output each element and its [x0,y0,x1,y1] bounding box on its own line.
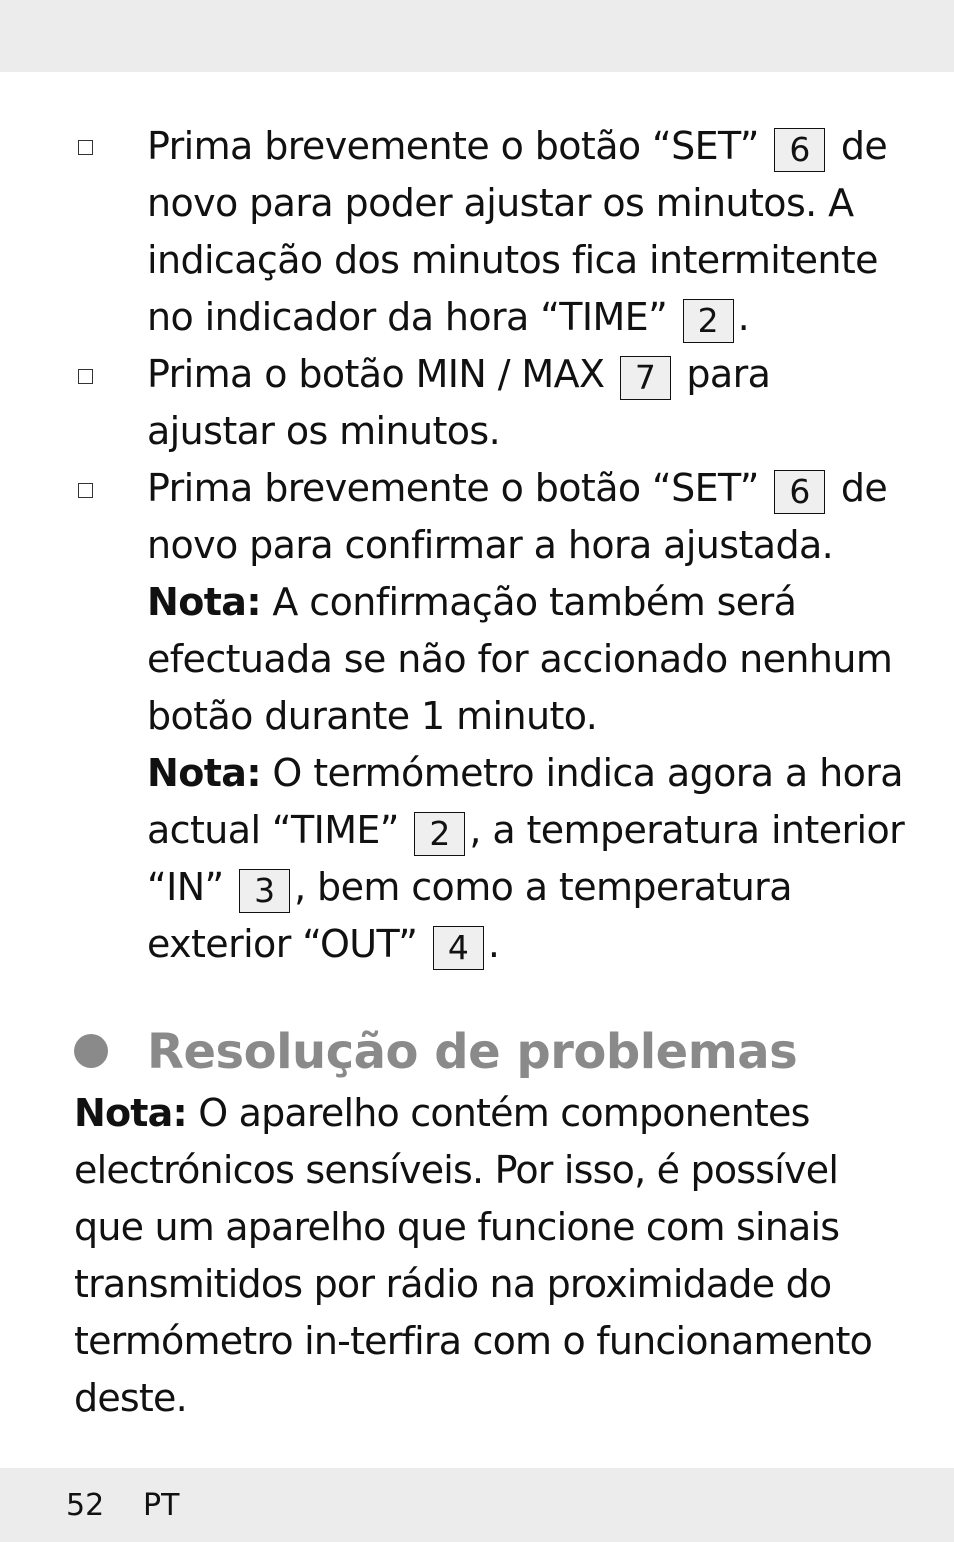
checkbox-icon [78,140,93,155]
note-label: Nota: [74,1091,187,1135]
note-label: Nota: [147,751,261,795]
checkbox-icon [78,369,93,384]
key-ref-set: 6 [774,128,825,172]
note-text-c: , bem como a temperatura exterior “OUT” [147,865,792,966]
step-2-text-b: para ajustar os minutos. [147,352,771,453]
section-title: Resolução de problemas [147,1024,798,1080]
note-text: A confirmação também será efectuada se não for accionado nenhum botão durante 1 minuto. [147,580,893,738]
key-ref-in: 3 [239,869,290,913]
step-2 [147,346,907,460]
step-1-text-b: de novo para poder ajustar os minutos. A indicação dos minutos fica intermitente no indicador da hora “TIME” [147,124,888,339]
section-body [74,1085,894,1427]
step-3-text-a: Prima brevemente o botão “SET” [147,466,759,510]
header-band [0,0,954,72]
key-ref-min-max: 7 [620,356,671,400]
step-3-text-b: de novo para confirmar a hora ajustada. [147,466,888,567]
step-1-text-c: . [737,295,750,339]
note-text-a: O termómetro indica agora a hora actual “TIME” [147,751,903,852]
note-display [147,745,907,973]
note-text-d: . [487,922,500,966]
step-2-text-a: Prima o botão MIN / MAX [147,352,605,396]
checkbox-icon [78,483,93,498]
section-bullet-icon [74,1034,108,1068]
key-ref-time: 2 [414,812,465,856]
key-ref-out: 4 [433,926,484,970]
step-1-text-a: Prima brevemente o botão “SET” [147,124,759,168]
key-ref-time: 2 [683,299,734,343]
note-label: Nota: [147,580,261,624]
language-code: PT [143,1488,180,1523]
step-3 [147,460,907,973]
page-number: 52 [66,1488,105,1523]
step-1 [147,118,907,346]
step-3-main [147,460,907,574]
note-confirmation [147,574,907,745]
note-text-b: , a temperatura interior “IN” [147,808,905,909]
section-note-text: O aparelho contém componentes electrónicos sensíveis. Por isso, é possível que um aparelho que funcione com sinais transmitidos por rádio na proximidade do termómetro in-terfira com o funcionamento deste. [74,1091,873,1420]
key-ref-set: 6 [774,470,825,514]
